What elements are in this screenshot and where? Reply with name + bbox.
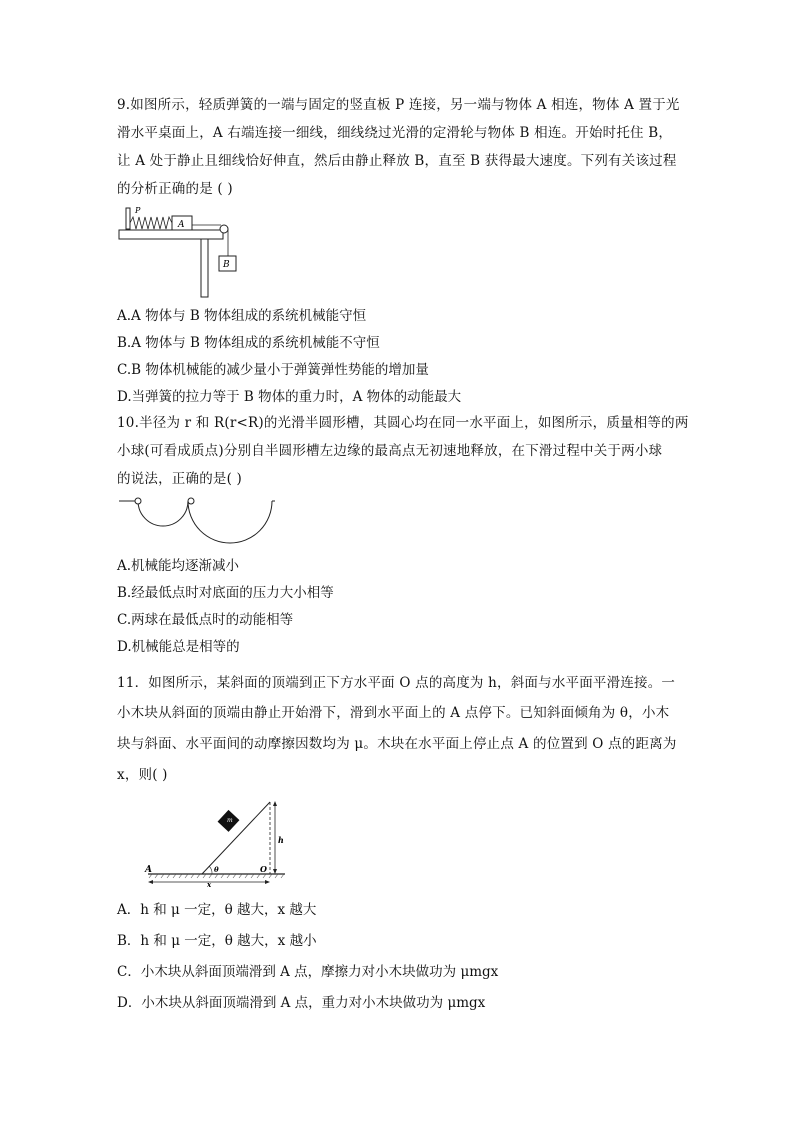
- q9-text-line: 9.如图所示，轻质弹簧的一端与固定的竖直板 P 连接，另一端与物体 A 相连，物体 A 置于光: [117, 97, 680, 113]
- table-top: [119, 230, 223, 239]
- q9-option-d: D.当弹簧的拉力等于 B 物体的重力时，A 物体的动能最大: [117, 389, 462, 405]
- height-arrow-top: [273, 801, 277, 806]
- q9-text-line: 让 A 处于静止且细线恰好伸直，然后由静止释放 B，直至 B 获得最大速度。下列有关该过程: [117, 153, 677, 169]
- point-o-label: O: [260, 864, 267, 874]
- q11-text-line: x，则( ): [117, 767, 168, 783]
- table-leg: [201, 239, 208, 297]
- q10-text-line: 小球(可看成质点)分别自半圆形槽左边缘的最高点无初速地释放，在下滑过程中关于两小球: [117, 443, 663, 459]
- height-arrow-bottom: [273, 869, 277, 874]
- spring-pulley-figure: [117, 204, 247, 300]
- q9-option-c: C.B 物体机械能的减少量小于弹簧弹性势能的增加量: [117, 362, 429, 378]
- angle-arc: [209, 866, 212, 874]
- q11-option-b: B．h 和 μ 一定，θ 越大，x 越小: [117, 933, 317, 949]
- q11-text-line: 小木块从斜面的顶端由静止开始滑下，滑到水平面上的 A 点停下。已知斜面倾角为 θ，小木: [117, 705, 670, 721]
- distance-arrow-left: [148, 880, 153, 884]
- q10-option-c: C.两球在最低点时的动能相等: [117, 612, 294, 628]
- semicircle-grooves-figure: [117, 494, 277, 554]
- large-groove: [188, 501, 272, 543]
- block-b-label: B: [223, 260, 230, 270]
- spring: [130, 217, 172, 229]
- distance-label: x: [207, 880, 212, 888]
- q10-option-b: B.经最低点时对底面的压力大小相等: [117, 585, 334, 601]
- point-a-label: A: [145, 865, 152, 875]
- q9-text-line: 滑水平桌面上，A 右端连接一细线，细线绕过光滑的定滑轮与物体 B 相连。开始时托住 B，: [117, 125, 673, 141]
- q9-option-a: A.A 物体与 B 物体组成的系统机械能守恒: [117, 308, 367, 324]
- plate-label: P: [135, 206, 141, 215]
- incline-figure: [140, 796, 300, 888]
- fixed-plate: [126, 208, 130, 229]
- angle-label: θ: [214, 865, 219, 874]
- q9-option-b: B.A 物体与 B 物体组成的系统机械能不守恒: [117, 335, 380, 351]
- block-mass-label: m: [227, 817, 233, 824]
- q10-text-line: 的说法，正确的是( ): [117, 471, 243, 487]
- q10-text-line: 10.半径为 r 和 R(r<R)的光滑半圆形槽，其圆心均在同一水平面上，如图所示，质量相等的两: [117, 415, 689, 431]
- large-ball: [188, 498, 194, 504]
- pulley: [220, 225, 228, 233]
- q10-option-d: D.机械能总是相等的: [117, 639, 240, 655]
- q11-option-a: A．h 和 μ 一定，θ 越大，x 越大: [117, 902, 317, 918]
- q11-text-line: 11．如图所示，某斜面的顶端到正下方水平面 O 点的高度为 h，斜面与水平面平滑连接。一: [117, 675, 676, 691]
- small-ball: [135, 498, 141, 504]
- height-label: h: [278, 835, 284, 845]
- q9-text-line: 的分析正确的是 ( ): [117, 181, 233, 197]
- distance-arrow-right: [265, 880, 270, 884]
- block-a-label: A: [178, 220, 185, 230]
- q11-text-line: 块与斜面、水平面间的动摩擦因数均为 μ。木块在水平面上停止点 A 的位置到 O 点的距离为: [117, 736, 677, 752]
- q10-option-a: A.机械能均逐渐减小: [117, 558, 240, 574]
- q11-option-d: D．小木块从斜面顶端滑到 A 点，重力对小木块做功为 μmgx: [117, 995, 486, 1011]
- q11-option-c: C．小木块从斜面顶端滑到 A 点，摩擦力对小木块做功为 μmgx: [117, 964, 499, 980]
- small-groove: [138, 501, 188, 526]
